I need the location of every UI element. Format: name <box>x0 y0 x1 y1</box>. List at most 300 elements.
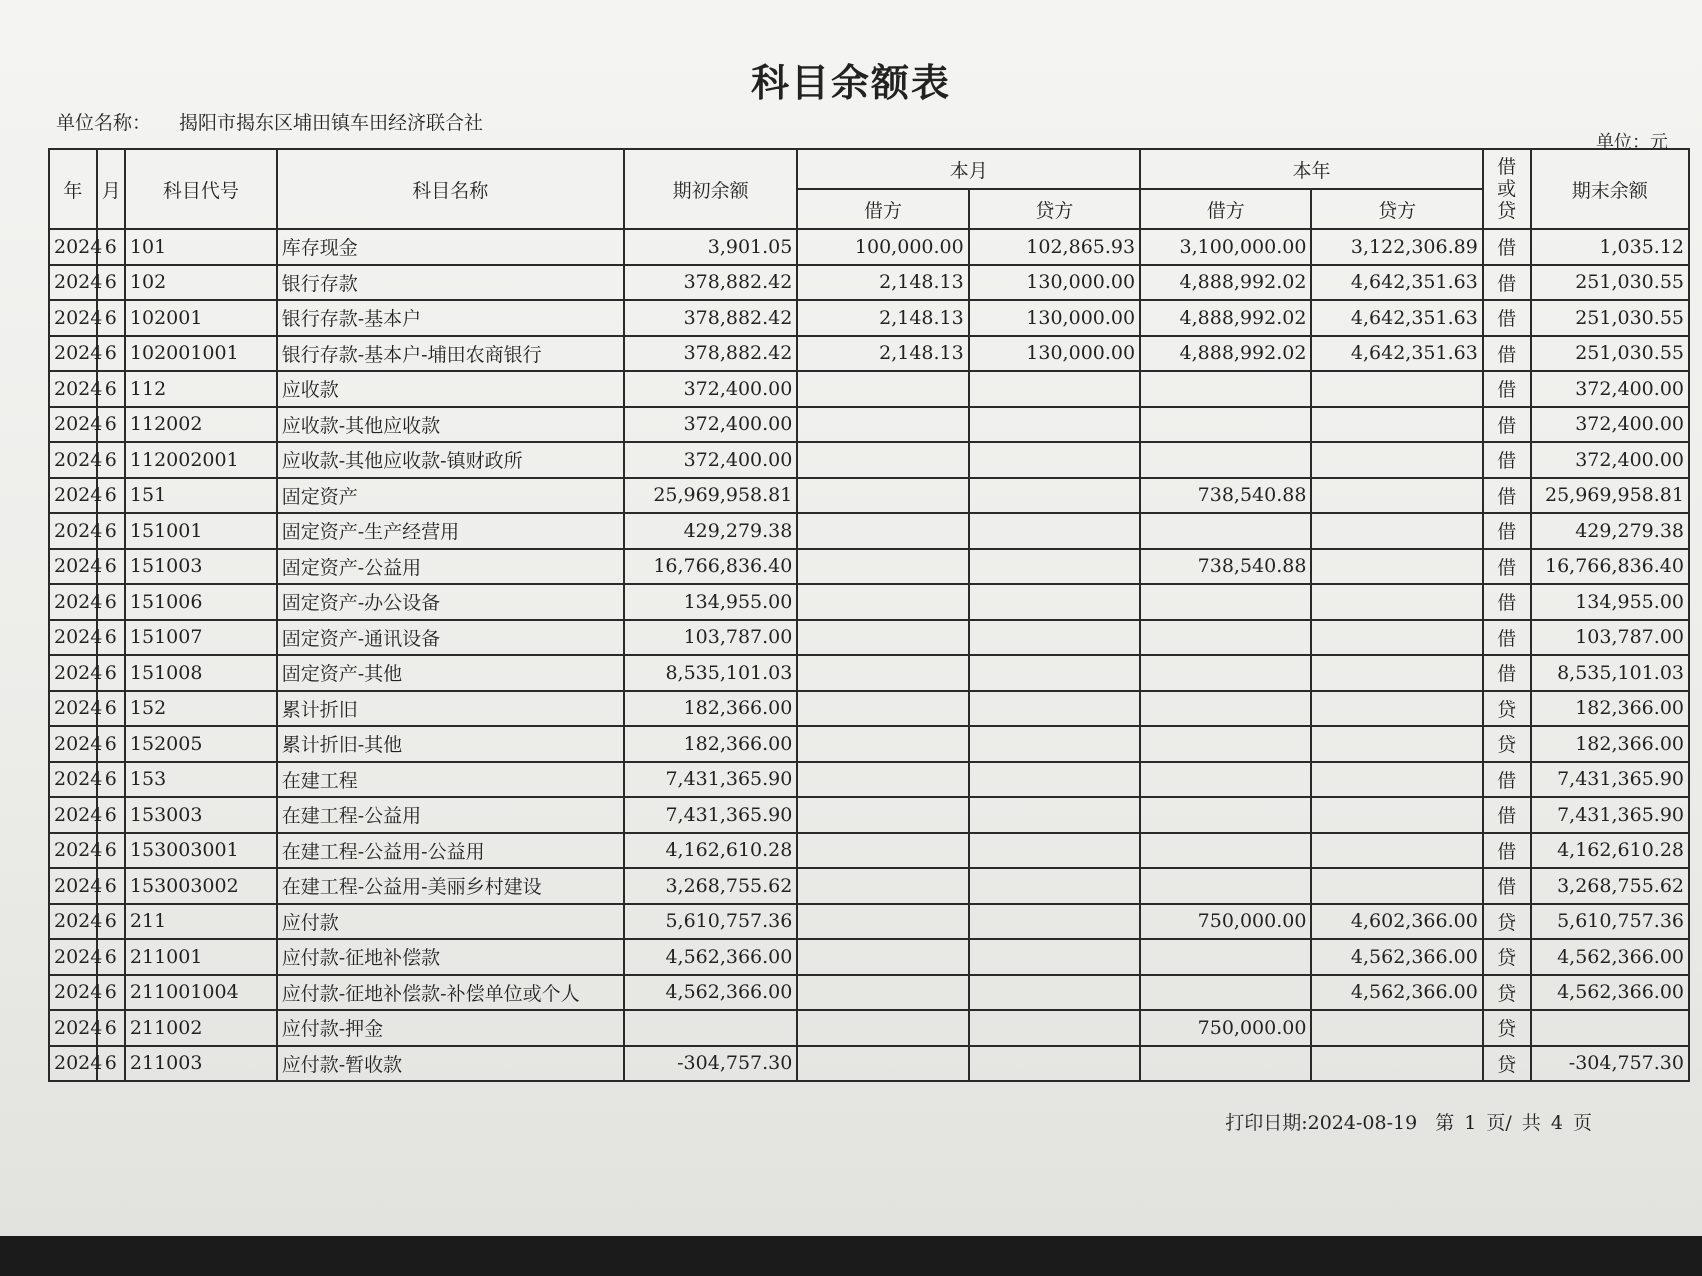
cell-name: 应付款 <box>277 904 624 940</box>
cell-name: 在建工程-公益用-公益用 <box>277 833 624 869</box>
cell-month: 6 <box>97 584 125 620</box>
cell-month-credit <box>969 797 1140 833</box>
cell-code: 101 <box>125 229 277 265</box>
cell-year: 2024 <box>49 478 97 514</box>
cell-year: 2024 <box>49 1046 97 1082</box>
cell-month: 6 <box>97 620 125 656</box>
cell-month-debit <box>797 1046 968 1082</box>
cell-code: 152 <box>125 691 277 727</box>
cell-code: 102 <box>125 265 277 301</box>
cell-opening: 372,400.00 <box>624 442 798 478</box>
cell-month-debit <box>797 975 968 1011</box>
cell-year-debit <box>1140 868 1311 904</box>
cell-dc: 借 <box>1483 620 1531 656</box>
cell-year: 2024 <box>49 726 97 762</box>
cell-year: 2024 <box>49 584 97 620</box>
table-row <box>49 939 1689 975</box>
table-row <box>49 975 1689 1011</box>
cell-year-credit <box>1311 371 1482 407</box>
cell-month-credit: 130,000.00 <box>969 300 1140 336</box>
table-row <box>49 868 1689 904</box>
cell-year-credit: 4,642,351.63 <box>1311 265 1482 301</box>
cell-year-debit: 750,000.00 <box>1140 1010 1311 1046</box>
cell-month-debit <box>797 371 968 407</box>
cell-opening: 134,955.00 <box>624 584 798 620</box>
cell-month: 6 <box>97 442 125 478</box>
cell-year: 2024 <box>49 265 97 301</box>
report-title: 科目余额表 <box>750 60 951 105</box>
cell-year-credit: 3,122,306.89 <box>1311 229 1482 265</box>
cell-year-debit <box>1140 584 1311 620</box>
cell-opening: 182,366.00 <box>624 726 798 762</box>
cell-year-credit <box>1311 655 1482 691</box>
cell-code: 211 <box>125 904 277 940</box>
cell-year-debit <box>1140 975 1311 1011</box>
cell-dc: 借 <box>1483 513 1531 549</box>
cell-name: 累计折旧-其他 <box>277 726 624 762</box>
cell-month-debit <box>797 868 968 904</box>
print-date: 打印日期:2024-08-19 <box>1225 1112 1418 1134</box>
cell-year-debit <box>1140 407 1311 443</box>
cell-month: 6 <box>97 655 125 691</box>
cell-year-debit <box>1140 513 1311 549</box>
header-year: 年 <box>49 149 97 229</box>
cell-month-credit <box>969 939 1140 975</box>
cell-month-debit: 2,148.13 <box>797 265 968 301</box>
cell-code: 112002001 <box>125 442 277 478</box>
cell-closing: 134,955.00 <box>1531 584 1689 620</box>
cell-year-credit: 4,602,366.00 <box>1311 904 1482 940</box>
cell-month-credit <box>969 549 1140 585</box>
cell-month-credit <box>969 513 1140 549</box>
cell-name: 固定资产-生产经营用 <box>277 513 624 549</box>
cell-year: 2024 <box>49 762 97 798</box>
unit-name-value: 揭阳市揭东区埔田镇车田经济联合社 <box>179 112 484 134</box>
cell-code: 211003 <box>125 1046 277 1082</box>
cell-name: 库存现金 <box>277 229 624 265</box>
cell-year-debit: 4,888,992.02 <box>1140 336 1311 372</box>
cell-month-debit <box>797 833 968 869</box>
cell-code: 211002 <box>125 1010 277 1046</box>
cell-code: 151006 <box>125 584 277 620</box>
cell-opening: 5,610,757.36 <box>624 904 798 940</box>
cell-dc: 借 <box>1483 762 1531 798</box>
cell-name: 银行存款-基本户 <box>277 300 624 336</box>
cell-closing: 372,400.00 <box>1531 442 1689 478</box>
header-dc-text: 借 或 贷 <box>1497 156 1517 222</box>
header-code: 科目代号 <box>125 149 277 229</box>
table-row <box>49 655 1689 691</box>
cell-code: 102001001 <box>125 336 277 372</box>
cell-month-credit <box>969 655 1140 691</box>
cell-opening: 4,562,366.00 <box>624 975 798 1011</box>
cell-closing: 4,562,366.00 <box>1531 939 1689 975</box>
cell-month-debit <box>797 620 968 656</box>
cell-year: 2024 <box>49 655 97 691</box>
cell-month: 6 <box>97 691 125 727</box>
cell-closing: 182,366.00 <box>1531 726 1689 762</box>
cell-month-credit <box>969 904 1140 940</box>
cell-year-credit: 4,642,351.63 <box>1311 336 1482 372</box>
cell-code: 151003 <box>125 549 277 585</box>
cell-name: 应付款-暂收款 <box>277 1046 624 1082</box>
cell-month-debit <box>797 584 968 620</box>
cell-month-credit <box>969 726 1140 762</box>
cell-year: 2024 <box>49 336 97 372</box>
cell-closing: 103,787.00 <box>1531 620 1689 656</box>
cell-year-debit <box>1140 371 1311 407</box>
cell-code: 151008 <box>125 655 277 691</box>
cell-month-credit: 130,000.00 <box>969 336 1140 372</box>
cell-year-debit: 738,540.88 <box>1140 549 1311 585</box>
cell-dc: 贷 <box>1483 1046 1531 1082</box>
cell-year-credit <box>1311 620 1482 656</box>
cell-month-debit <box>797 904 968 940</box>
cell-opening: 4,162,610.28 <box>624 833 798 869</box>
cell-month-credit <box>969 868 1140 904</box>
header-this-month: 本月 <box>797 149 1140 189</box>
cell-month-debit <box>797 939 968 975</box>
cell-year-debit <box>1140 797 1311 833</box>
cell-dc: 借 <box>1483 442 1531 478</box>
cell-year-debit <box>1140 655 1311 691</box>
header-month-debit: 借方 <box>797 189 968 229</box>
cell-opening: 7,431,365.90 <box>624 797 798 833</box>
cell-year-credit <box>1311 407 1482 443</box>
cell-dc: 借 <box>1483 584 1531 620</box>
cell-year-debit: 4,888,992.02 <box>1140 300 1311 336</box>
table-row <box>49 726 1689 762</box>
cell-month-debit <box>797 442 968 478</box>
cell-closing: -304,757.30 <box>1531 1046 1689 1082</box>
cell-opening: 4,562,366.00 <box>624 939 798 975</box>
cell-year-credit <box>1311 442 1482 478</box>
cell-year-debit <box>1140 833 1311 869</box>
cell-year-debit: 4,888,992.02 <box>1140 265 1311 301</box>
cell-month: 6 <box>97 868 125 904</box>
cell-year: 2024 <box>49 407 97 443</box>
cell-year-debit <box>1140 726 1311 762</box>
cell-dc: 借 <box>1483 478 1531 514</box>
cell-code: 153003 <box>125 797 277 833</box>
footer <box>1217 1108 1592 1135</box>
table-row <box>49 371 1689 407</box>
cell-month: 6 <box>97 371 125 407</box>
cell-closing: 5,610,757.36 <box>1531 904 1689 940</box>
cell-year: 2024 <box>49 442 97 478</box>
cell-dc: 贷 <box>1483 1010 1531 1046</box>
header-year-debit: 借方 <box>1140 189 1311 229</box>
cell-year: 2024 <box>49 229 97 265</box>
cell-year-credit: 4,562,366.00 <box>1311 975 1482 1011</box>
cell-month: 6 <box>97 904 125 940</box>
cell-year: 2024 <box>49 975 97 1011</box>
cell-dc: 借 <box>1483 655 1531 691</box>
cell-dc: 贷 <box>1483 975 1531 1011</box>
cell-opening: 103,787.00 <box>624 620 798 656</box>
cell-name: 固定资产-办公设备 <box>277 584 624 620</box>
table-row <box>49 478 1689 514</box>
cell-closing: 25,969,958.81 <box>1531 478 1689 514</box>
cell-month-credit <box>969 1010 1140 1046</box>
cell-dc: 贷 <box>1483 939 1531 975</box>
cell-year-credit <box>1311 1010 1482 1046</box>
cell-name: 应付款-征地补偿款 <box>277 939 624 975</box>
table-row <box>49 904 1689 940</box>
cell-year-credit: 4,642,351.63 <box>1311 300 1482 336</box>
cell-opening: 429,279.38 <box>624 513 798 549</box>
cell-dc: 借 <box>1483 265 1531 301</box>
cell-code: 102001 <box>125 300 277 336</box>
cell-year-credit <box>1311 513 1482 549</box>
cell-dc: 借 <box>1483 336 1531 372</box>
cell-month-debit <box>797 762 968 798</box>
cell-closing: 4,562,366.00 <box>1531 975 1689 1011</box>
cell-name: 银行存款 <box>277 265 624 301</box>
cell-month-credit <box>969 1046 1140 1082</box>
cell-name: 银行存款-基本户-埔田农商银行 <box>277 336 624 372</box>
cell-year-credit <box>1311 691 1482 727</box>
cell-year: 2024 <box>49 797 97 833</box>
cell-month-debit <box>797 691 968 727</box>
table-row <box>49 584 1689 620</box>
cell-opening: 378,882.42 <box>624 300 798 336</box>
cell-month-debit <box>797 726 968 762</box>
cell-year-credit <box>1311 726 1482 762</box>
cell-month-debit <box>797 407 968 443</box>
cell-code: 151007 <box>125 620 277 656</box>
table-row <box>49 549 1689 585</box>
cell-year-debit <box>1140 620 1311 656</box>
cell-month-debit: 2,148.13 <box>797 300 968 336</box>
table-row <box>49 797 1689 833</box>
cell-dc: 借 <box>1483 229 1531 265</box>
cell-year-credit <box>1311 833 1482 869</box>
cell-month-debit <box>797 1010 968 1046</box>
cell-month-credit: 130,000.00 <box>969 265 1140 301</box>
cell-month-credit <box>969 762 1140 798</box>
table-body <box>49 229 1689 1081</box>
cell-opening: 7,431,365.90 <box>624 762 798 798</box>
unit-name-line <box>56 108 483 135</box>
cell-month: 6 <box>97 549 125 585</box>
cell-closing: 429,279.38 <box>1531 513 1689 549</box>
table-row <box>49 407 1689 443</box>
cell-month-credit <box>969 620 1140 656</box>
cell-year: 2024 <box>49 691 97 727</box>
cell-opening <box>624 1010 798 1046</box>
cell-month-credit <box>969 975 1140 1011</box>
cell-month: 6 <box>97 300 125 336</box>
cell-code: 211001004 <box>125 975 277 1011</box>
cell-name: 累计折旧 <box>277 691 624 727</box>
table-row <box>49 620 1689 656</box>
table-row <box>49 300 1689 336</box>
cell-year-debit: 750,000.00 <box>1140 904 1311 940</box>
cell-opening: 3,268,755.62 <box>624 868 798 904</box>
cell-closing: 16,766,836.40 <box>1531 549 1689 585</box>
cell-year-credit <box>1311 584 1482 620</box>
cell-code: 153003002 <box>125 868 277 904</box>
cell-closing: 7,431,365.90 <box>1531 797 1689 833</box>
table-row <box>49 513 1689 549</box>
header-month: 月 <box>97 149 125 229</box>
cell-month: 6 <box>97 478 125 514</box>
cell-month: 6 <box>97 762 125 798</box>
cell-closing: 1,035.12 <box>1531 229 1689 265</box>
cell-month: 6 <box>97 265 125 301</box>
table-row <box>49 691 1689 727</box>
cell-month: 6 <box>97 407 125 443</box>
cell-year-debit <box>1140 691 1311 727</box>
cell-code: 211001 <box>125 939 277 975</box>
cell-dc: 贷 <box>1483 904 1531 940</box>
cell-year: 2024 <box>49 904 97 940</box>
cell-year-debit: 738,540.88 <box>1140 478 1311 514</box>
cell-month-credit <box>969 691 1140 727</box>
cell-year: 2024 <box>49 513 97 549</box>
cell-opening: 378,882.42 <box>624 265 798 301</box>
cell-name: 固定资产-其他 <box>277 655 624 691</box>
cell-month-debit: 100,000.00 <box>797 229 968 265</box>
cell-dc: 借 <box>1483 549 1531 585</box>
cell-opening: -304,757.30 <box>624 1046 798 1082</box>
cell-closing: 372,400.00 <box>1531 371 1689 407</box>
cell-name: 应收款 <box>277 371 624 407</box>
cell-month-credit <box>969 833 1140 869</box>
cell-month: 6 <box>97 1046 125 1082</box>
cell-month-credit <box>969 442 1140 478</box>
cell-month-credit <box>969 407 1140 443</box>
table-row <box>49 442 1689 478</box>
cell-closing: 251,030.55 <box>1531 300 1689 336</box>
cell-year-debit <box>1140 1046 1311 1082</box>
cell-year-credit <box>1311 868 1482 904</box>
cell-year: 2024 <box>49 300 97 336</box>
cell-closing <box>1531 1010 1689 1046</box>
cell-dc: 借 <box>1483 407 1531 443</box>
header-row-1 <box>49 149 1689 189</box>
cell-year: 2024 <box>49 620 97 656</box>
cell-name: 应付款-征地补偿款-补偿单位或个人 <box>277 975 624 1011</box>
cell-opening: 8,535,101.03 <box>624 655 798 691</box>
cell-year-debit <box>1140 939 1311 975</box>
cell-name: 固定资产-公益用 <box>277 549 624 585</box>
cell-year-credit <box>1311 762 1482 798</box>
cell-month: 6 <box>97 336 125 372</box>
cell-month: 6 <box>97 797 125 833</box>
header-closing: 期末余额 <box>1531 149 1689 229</box>
table-row <box>49 229 1689 265</box>
page-indicator: 第 1 页/ 共 4 页 <box>1435 1112 1592 1134</box>
cell-month: 6 <box>97 1010 125 1046</box>
cell-year-credit <box>1311 1046 1482 1082</box>
cell-opening: 372,400.00 <box>624 371 798 407</box>
cell-month: 6 <box>97 229 125 265</box>
balance-table <box>48 148 1690 1082</box>
cell-year: 2024 <box>49 549 97 585</box>
cell-code: 153003001 <box>125 833 277 869</box>
cell-opening: 16,766,836.40 <box>624 549 798 585</box>
cell-code: 112 <box>125 371 277 407</box>
header-this-year: 本年 <box>1140 149 1483 189</box>
cell-month-credit <box>969 584 1140 620</box>
cell-month-credit <box>969 478 1140 514</box>
cell-dc: 借 <box>1483 371 1531 407</box>
cell-closing: 3,268,755.62 <box>1531 868 1689 904</box>
cell-year-debit: 3,100,000.00 <box>1140 229 1311 265</box>
currency-unit: 单位：元 <box>1596 132 1668 153</box>
cell-closing: 7,431,365.90 <box>1531 762 1689 798</box>
cell-month-debit <box>797 797 968 833</box>
cell-name: 在建工程 <box>277 762 624 798</box>
cell-year: 2024 <box>49 371 97 407</box>
cell-year: 2024 <box>49 868 97 904</box>
cell-code: 151001 <box>125 513 277 549</box>
cell-name: 应付款-押金 <box>277 1010 624 1046</box>
cell-year: 2024 <box>49 939 97 975</box>
cell-opening: 372,400.00 <box>624 407 798 443</box>
cell-year-credit: 4,562,366.00 <box>1311 939 1482 975</box>
cell-name: 在建工程-公益用 <box>277 797 624 833</box>
cell-opening: 25,969,958.81 <box>624 478 798 514</box>
cell-year-debit <box>1140 442 1311 478</box>
cell-month-debit <box>797 549 968 585</box>
cell-closing: 251,030.55 <box>1531 336 1689 372</box>
table-row <box>49 1046 1689 1082</box>
cell-code: 112002 <box>125 407 277 443</box>
cell-month-debit: 2,148.13 <box>797 336 968 372</box>
table-row <box>49 833 1689 869</box>
header-name: 科目名称 <box>277 149 624 229</box>
unit-name-label: 单位名称： <box>56 112 152 134</box>
cell-name: 固定资产 <box>277 478 624 514</box>
cell-closing: 8,535,101.03 <box>1531 655 1689 691</box>
header-month-credit: 贷方 <box>969 189 1140 229</box>
header-opening: 期初余额 <box>624 149 798 229</box>
cell-month-credit <box>969 371 1140 407</box>
cell-dc: 借 <box>1483 833 1531 869</box>
cell-name: 应收款-其他应收款 <box>277 407 624 443</box>
cell-dc: 贷 <box>1483 726 1531 762</box>
cell-code: 153 <box>125 762 277 798</box>
cell-year: 2024 <box>49 833 97 869</box>
cell-closing: 251,030.55 <box>1531 265 1689 301</box>
header-year-credit: 贷方 <box>1311 189 1482 229</box>
cell-year-credit <box>1311 549 1482 585</box>
cell-closing: 372,400.00 <box>1531 407 1689 443</box>
cell-dc: 借 <box>1483 868 1531 904</box>
cell-month: 6 <box>97 833 125 869</box>
table-row <box>49 265 1689 301</box>
cell-month: 6 <box>97 513 125 549</box>
cell-year-debit <box>1140 762 1311 798</box>
cell-dc: 借 <box>1483 797 1531 833</box>
cell-month: 6 <box>97 726 125 762</box>
cell-month-debit <box>797 478 968 514</box>
cell-code: 151 <box>125 478 277 514</box>
cell-month: 6 <box>97 975 125 1011</box>
cell-year: 2024 <box>49 1010 97 1046</box>
cell-month-debit <box>797 655 968 691</box>
cell-name: 在建工程-公益用-美丽乡村建设 <box>277 868 624 904</box>
cell-name: 应收款-其他应收款-镇财政所 <box>277 442 624 478</box>
table-row <box>49 762 1689 798</box>
header-dc <box>1483 149 1531 229</box>
cell-month-credit: 102,865.93 <box>969 229 1140 265</box>
cell-dc: 贷 <box>1483 691 1531 727</box>
cell-opening: 378,882.42 <box>624 336 798 372</box>
